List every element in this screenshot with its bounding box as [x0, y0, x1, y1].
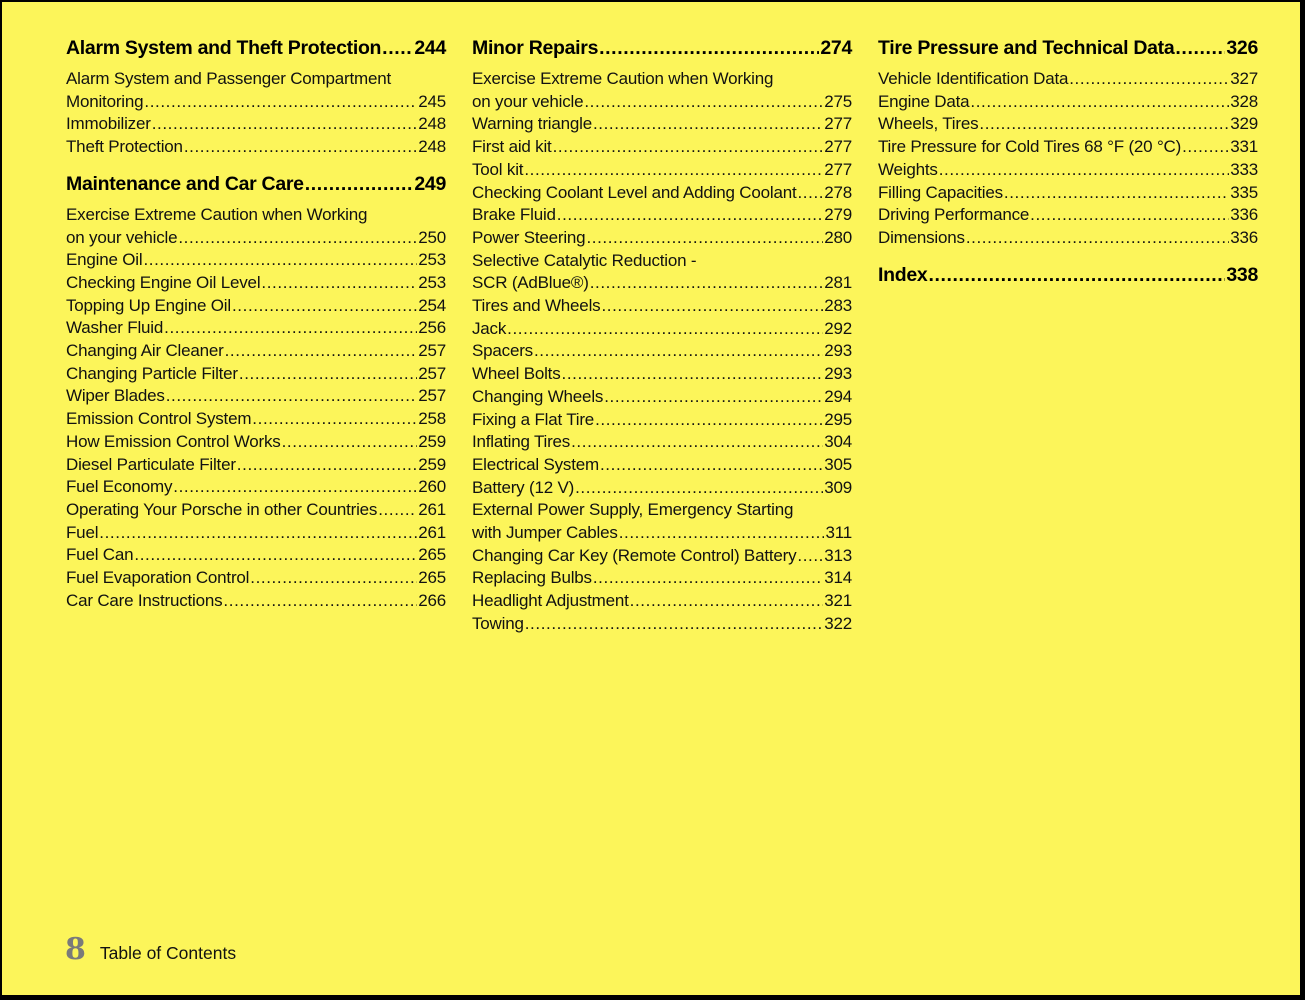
- entry-line: [472, 590, 852, 613]
- section-title: Minor Repairs: [472, 37, 599, 59]
- toc-entry[interactable]: [472, 545, 852, 568]
- entry-title: Warning triangle: [472, 114, 592, 134]
- dot-leader: [166, 385, 418, 408]
- entry-page-number: 258: [418, 409, 446, 429]
- toc-entry[interactable]: [472, 363, 852, 386]
- toc-entry[interactable]: [472, 159, 852, 182]
- entry-page-number: 261: [418, 522, 446, 542]
- entry-line: [472, 272, 852, 295]
- section-heading[interactable]: [66, 35, 446, 61]
- toc-entry[interactable]: [878, 91, 1258, 114]
- entry-line: [472, 409, 852, 432]
- entry-line: [878, 113, 1258, 136]
- entry-title: Inflating Tires: [472, 432, 571, 452]
- entry-title: Dimensions: [878, 227, 965, 247]
- entry-title: Tire Pressure for Cold Tires 68 °F (20 °C): [878, 137, 1182, 157]
- entry-page-number: 281: [824, 273, 852, 293]
- toc-entry[interactable]: [66, 113, 446, 136]
- dot-leader: [282, 431, 418, 454]
- entry-page-number: 335: [1230, 182, 1258, 202]
- entry-line: [878, 136, 1258, 159]
- toc-entry[interactable]: [472, 613, 852, 636]
- entry-line: [472, 340, 852, 363]
- entry-line: [66, 272, 446, 295]
- entry-page-number: 261: [418, 499, 446, 519]
- entry-page-number: 248: [418, 137, 446, 157]
- dot-leader: [1069, 68, 1229, 91]
- entry-title: Car Care Instructions: [66, 590, 223, 610]
- entry-line: [472, 613, 852, 636]
- entry-title-line-1: Selective Catalytic Reduction -: [472, 250, 697, 270]
- entry-page-number: 309: [824, 477, 852, 497]
- entry-line: [472, 567, 852, 590]
- toc-entry[interactable]: [66, 272, 446, 295]
- dot-leader: [600, 454, 823, 477]
- entry-page-number: 279: [824, 205, 852, 225]
- toc-entry[interactable]: [66, 363, 446, 386]
- toc-entry[interactable]: [66, 499, 446, 522]
- entry-line: [878, 159, 1258, 182]
- entry-page-number: 253: [418, 250, 446, 270]
- entry-title: Wiper Blades: [66, 386, 165, 406]
- entry-title: Changing Air Cleaner: [66, 341, 224, 361]
- entry-line: [66, 340, 446, 363]
- dot-leader: [261, 272, 417, 295]
- entry-title: Battery (12 V): [472, 477, 575, 497]
- entry-page-number: 295: [824, 409, 852, 429]
- entry-title: Fuel Can: [66, 545, 134, 565]
- entry-page-number: 256: [418, 318, 446, 338]
- toc-entry[interactable]: [472, 113, 852, 136]
- entry-page-number: 311: [825, 523, 852, 543]
- dot-leader: [970, 91, 1229, 114]
- entry-line: [472, 295, 852, 318]
- entry-line: [66, 476, 446, 499]
- entry-page-number: 253: [418, 272, 446, 292]
- dot-leader: [178, 227, 417, 250]
- toc-section: [472, 35, 852, 636]
- footer-page-number: 8: [65, 932, 86, 967]
- entry-title: Wheel Bolts: [472, 364, 561, 384]
- entry-title: Monitoring: [66, 91, 144, 111]
- section-heading[interactable]: [878, 35, 1258, 61]
- entry-title: Checking Coolant Level and Adding Coolant: [472, 182, 797, 202]
- toc-column-2: [472, 35, 852, 648]
- entry-line: [66, 249, 446, 272]
- entry-line: [472, 318, 852, 341]
- toc-page: [2, 2, 1300, 995]
- entry-title-line-1: External Power Supply, Emergency Starting: [472, 500, 794, 520]
- toc-entry[interactable]: [472, 409, 852, 432]
- toc-entry[interactable]: [472, 68, 852, 113]
- dot-leader: [586, 227, 823, 250]
- toc-entry[interactable]: [878, 113, 1258, 136]
- toc-entry[interactable]: [66, 340, 446, 363]
- section-page-number: 249: [414, 172, 446, 195]
- entry-title: Weights: [878, 159, 938, 179]
- toc-column-3: [878, 35, 1258, 300]
- toc-entry[interactable]: [66, 454, 446, 477]
- dot-leader: [134, 544, 417, 567]
- entry-title: Fuel Evaporation Control: [66, 568, 250, 588]
- entry-title: Fuel Economy: [66, 477, 173, 497]
- section-page-number: 244: [414, 37, 446, 59]
- toc-entry[interactable]: [66, 204, 446, 249]
- entry-title: Electrical System: [472, 454, 599, 474]
- toc-entry[interactable]: [472, 567, 852, 590]
- dot-leader: [557, 204, 823, 227]
- entry-line: [878, 91, 1258, 114]
- entry-line: [472, 204, 852, 227]
- toc-entry[interactable]: [472, 182, 852, 205]
- dot-leader: [225, 340, 418, 363]
- toc-entry[interactable]: [66, 590, 446, 613]
- entry-title: Immobilizer: [66, 114, 151, 134]
- entry-title-line-1: Exercise Extreme Caution when Working: [472, 69, 774, 88]
- dot-leader: [232, 295, 417, 318]
- toc-entry[interactable]: [472, 499, 852, 544]
- dot-leader: [575, 477, 823, 500]
- toc-section: [66, 35, 446, 159]
- dot-leader: [184, 136, 417, 159]
- toc-entry[interactable]: [472, 340, 852, 363]
- toc-entry[interactable]: [878, 136, 1258, 159]
- toc-entry[interactable]: [66, 249, 446, 272]
- entry-line: [878, 68, 1258, 91]
- toc-column-1: [66, 35, 446, 624]
- dot-leader: [571, 431, 823, 454]
- toc-entry[interactable]: [66, 136, 446, 159]
- toc-entry[interactable]: [66, 295, 446, 318]
- entry-line: [472, 91, 852, 114]
- entry-page-number: 304: [824, 432, 852, 452]
- entry-line: [66, 544, 446, 567]
- entry-title: Tool kit: [472, 159, 524, 179]
- dot-leader: [797, 545, 823, 568]
- dot-leader: [595, 409, 823, 432]
- toc-entry[interactable]: [472, 295, 852, 318]
- dot-leader: [164, 317, 417, 340]
- entry-line: [472, 182, 852, 205]
- dot-leader: [584, 91, 823, 114]
- dot-leader: [534, 340, 823, 363]
- entry-page-number: 283: [824, 296, 852, 316]
- entry-title: Wheels, Tires: [878, 114, 979, 134]
- dot-leader: [979, 113, 1229, 136]
- entry-title: Brake Fluid: [472, 205, 556, 225]
- entry-title: Operating Your Porsche in other Countries: [66, 499, 378, 519]
- entry-line: [472, 227, 852, 250]
- section-heading[interactable]: [878, 262, 1258, 288]
- entry-line: [66, 567, 446, 590]
- entry-title: Checking Engine Oil Level: [66, 272, 261, 292]
- entry-line: [878, 227, 1258, 250]
- dot-leader: [630, 590, 824, 613]
- entry-title: Theft Protection: [66, 137, 183, 157]
- entry-title: Changing Car Key (Remote Control) Battery: [472, 545, 797, 565]
- toc-entry[interactable]: [472, 204, 852, 227]
- entry-title: Washer Fluid: [66, 318, 164, 338]
- toc-entry[interactable]: [878, 182, 1258, 205]
- entry-line: [66, 499, 446, 522]
- entry-line: [66, 590, 446, 613]
- dot-leader: [1004, 182, 1229, 205]
- entry-page-number: 260: [418, 477, 446, 497]
- entry-title: Vehicle Identification Data: [878, 69, 1069, 88]
- entry-title: Jack: [472, 318, 507, 338]
- entry-page-number: 305: [824, 454, 852, 474]
- entry-title: Engine Oil: [66, 250, 143, 270]
- entry-line: [472, 477, 852, 500]
- entry-page-number: 280: [824, 227, 852, 247]
- toc-entry[interactable]: [66, 317, 446, 340]
- dot-leader: [524, 159, 823, 182]
- entry-page-number: 277: [824, 114, 852, 134]
- toc-entry[interactable]: [66, 476, 446, 499]
- toc-entry[interactable]: [66, 431, 446, 454]
- dot-leader: [152, 113, 418, 136]
- entry-title-line-1: Exercise Extreme Caution when Working: [66, 204, 368, 224]
- entry-title: Changing Wheels: [472, 386, 604, 406]
- entry-line: [472, 386, 852, 409]
- dot-leader: [525, 613, 824, 636]
- dot-leader: [250, 567, 417, 590]
- toc-entry[interactable]: [472, 227, 852, 250]
- entry-title: SCR (AdBlue®): [472, 273, 589, 293]
- entry-line: [472, 363, 852, 386]
- toc-entry[interactable]: [878, 68, 1258, 91]
- entry-title: Diesel Particulate Filter: [66, 454, 236, 474]
- entry-title: Replacing Bulbs: [472, 568, 592, 588]
- dot-leader: [173, 476, 417, 499]
- dot-leader: [553, 136, 824, 159]
- dot-leader: [619, 522, 825, 545]
- dot-leader: [966, 227, 1229, 250]
- entry-page-number: 259: [418, 454, 446, 474]
- toc-entry[interactable]: [878, 159, 1258, 182]
- dot-leader: [1175, 35, 1225, 61]
- toc-entry[interactable]: [472, 386, 852, 409]
- toc-entry[interactable]: [878, 204, 1258, 227]
- dot-leader: [599, 35, 819, 61]
- entry-title: Driving Performance: [878, 205, 1030, 225]
- entry-title: Headlight Adjustment: [472, 591, 629, 611]
- dot-leader: [144, 91, 417, 114]
- entry-title: with Jumper Cables: [472, 523, 618, 543]
- section-page-number: 338: [1226, 263, 1258, 286]
- entry-page-number: 277: [824, 137, 852, 157]
- entry-title: Changing Particle Filter: [66, 363, 238, 383]
- dot-leader: [223, 590, 417, 613]
- entry-page-number: 245: [418, 91, 446, 111]
- entry-title: Power Steering: [472, 227, 586, 247]
- entry-title: Spacers: [472, 341, 533, 361]
- entry-page-number: 322: [824, 613, 852, 633]
- entry-page-number: 294: [824, 386, 852, 406]
- entry-page-number: 259: [418, 431, 446, 451]
- entry-page-number: 278: [824, 182, 852, 202]
- entry-line: [66, 295, 446, 318]
- section-title: Alarm System and Theft Protection: [66, 37, 382, 59]
- entry-line: [472, 545, 852, 568]
- toc-section: [878, 35, 1258, 250]
- entry-title: Emission Control System: [66, 409, 252, 429]
- entry-title: Fuel: [66, 522, 99, 542]
- entry-line: [66, 113, 446, 136]
- entry-title: Fixing a Flat Tire: [472, 409, 595, 429]
- dot-leader: [604, 386, 823, 409]
- entry-line: [472, 522, 852, 545]
- entry-title: First aid kit: [472, 137, 552, 157]
- entry-page-number: 329: [1230, 114, 1258, 134]
- dot-leader: [1030, 204, 1229, 227]
- entry-page-number: 265: [418, 545, 446, 565]
- entry-line: [66, 454, 446, 477]
- dot-leader: [797, 182, 823, 205]
- dot-leader: [593, 567, 823, 590]
- entry-line: [472, 159, 852, 182]
- entry-page-number: 257: [418, 386, 446, 406]
- entry-page-number: 257: [418, 363, 446, 383]
- toc-entry[interactable]: [472, 590, 852, 613]
- toc-entry[interactable]: [66, 567, 446, 590]
- entry-page-number: 265: [418, 568, 446, 588]
- entry-page-number: 275: [824, 91, 852, 111]
- entry-line: [66, 363, 446, 386]
- section-title: Tire Pressure and Technical Data: [878, 37, 1175, 59]
- entry-line: [66, 317, 446, 340]
- entry-page-number: 314: [824, 568, 852, 588]
- section-page-number: 274: [820, 37, 852, 59]
- entry-line: [878, 204, 1258, 227]
- entry-page-number: 331: [1230, 137, 1258, 157]
- entry-title: Towing: [472, 613, 524, 633]
- entry-line: [66, 91, 446, 114]
- toc-entry[interactable]: [66, 522, 446, 545]
- entry-line: [66, 385, 446, 408]
- entry-title: Filling Capacities: [878, 182, 1003, 202]
- entry-title: How Emission Control Works: [66, 431, 281, 451]
- entry-page-number: 293: [824, 341, 852, 361]
- toc-entry[interactable]: [878, 227, 1258, 250]
- section-page-number: 326: [1226, 37, 1258, 59]
- dot-leader: [378, 499, 417, 522]
- toc-section: [66, 171, 446, 613]
- entry-title: Tires and Wheels: [472, 296, 601, 316]
- toc-entry[interactable]: [472, 318, 852, 341]
- section-heading[interactable]: [66, 171, 446, 197]
- entry-title: Topping Up Engine Oil: [66, 295, 231, 315]
- dot-leader: [601, 295, 823, 318]
- entry-page-number: 254: [418, 295, 446, 315]
- entry-line: [66, 136, 446, 159]
- entry-page-number: 328: [1230, 91, 1258, 111]
- toc-entry[interactable]: [66, 68, 446, 113]
- section-title: Index: [878, 263, 928, 286]
- toc-entry[interactable]: [472, 454, 852, 477]
- entry-page-number: 336: [1230, 227, 1258, 247]
- toc-section: [878, 262, 1258, 288]
- dot-leader: [1182, 136, 1229, 159]
- entry-page-number: 250: [418, 227, 446, 247]
- entry-page-number: 277: [824, 159, 852, 179]
- entry-page-number: 313: [824, 545, 852, 565]
- entry-line: [472, 113, 852, 136]
- entry-line: [472, 454, 852, 477]
- toc-entry[interactable]: [472, 477, 852, 500]
- footer-label: Table of Contents: [99, 943, 237, 963]
- entry-line: [472, 136, 852, 159]
- entry-page-number: 327: [1230, 69, 1258, 88]
- entry-title-line-1: Alarm System and Passenger Compartment: [66, 69, 391, 88]
- dot-leader: [143, 249, 417, 272]
- dot-leader: [507, 318, 823, 341]
- toc-entry[interactable]: [472, 250, 852, 295]
- dot-leader: [928, 262, 1225, 288]
- entry-page-number: 248: [418, 114, 446, 134]
- entry-line: [472, 431, 852, 454]
- entry-title: on your vehicle: [472, 91, 584, 111]
- entry-page-number: 257: [418, 341, 446, 361]
- section-title: Maintenance and Car Care: [66, 172, 304, 195]
- entry-page-number: 336: [1230, 205, 1258, 225]
- entry-line: [66, 408, 446, 431]
- entry-page-number: 321: [824, 591, 852, 611]
- toc-entry[interactable]: [472, 431, 852, 454]
- dot-leader: [237, 454, 417, 477]
- entry-page-number: 292: [824, 318, 852, 338]
- entry-line: [66, 227, 446, 250]
- dot-leader: [305, 171, 414, 197]
- dot-leader: [939, 159, 1230, 182]
- entry-title: Engine Data: [878, 91, 970, 111]
- dot-leader: [239, 363, 417, 386]
- dot-leader: [382, 35, 413, 61]
- toc-entry[interactable]: [66, 385, 446, 408]
- toc-entry[interactable]: [472, 136, 852, 159]
- entry-page-number: 293: [824, 364, 852, 384]
- toc-entry[interactable]: [66, 408, 446, 431]
- entry-line: [66, 522, 446, 545]
- dot-leader: [590, 272, 824, 295]
- entry-title: on your vehicle: [66, 227, 178, 247]
- page-footer: [65, 932, 236, 967]
- toc-entry[interactable]: [66, 544, 446, 567]
- section-heading[interactable]: [472, 35, 852, 61]
- entry-line: [878, 182, 1258, 205]
- dot-leader: [593, 113, 823, 136]
- dot-leader: [562, 363, 824, 386]
- dot-leader: [252, 408, 417, 431]
- entry-page-number: 333: [1230, 159, 1258, 179]
- entry-page-number: 266: [418, 590, 446, 610]
- entry-line: [66, 431, 446, 454]
- dot-leader: [99, 522, 417, 545]
